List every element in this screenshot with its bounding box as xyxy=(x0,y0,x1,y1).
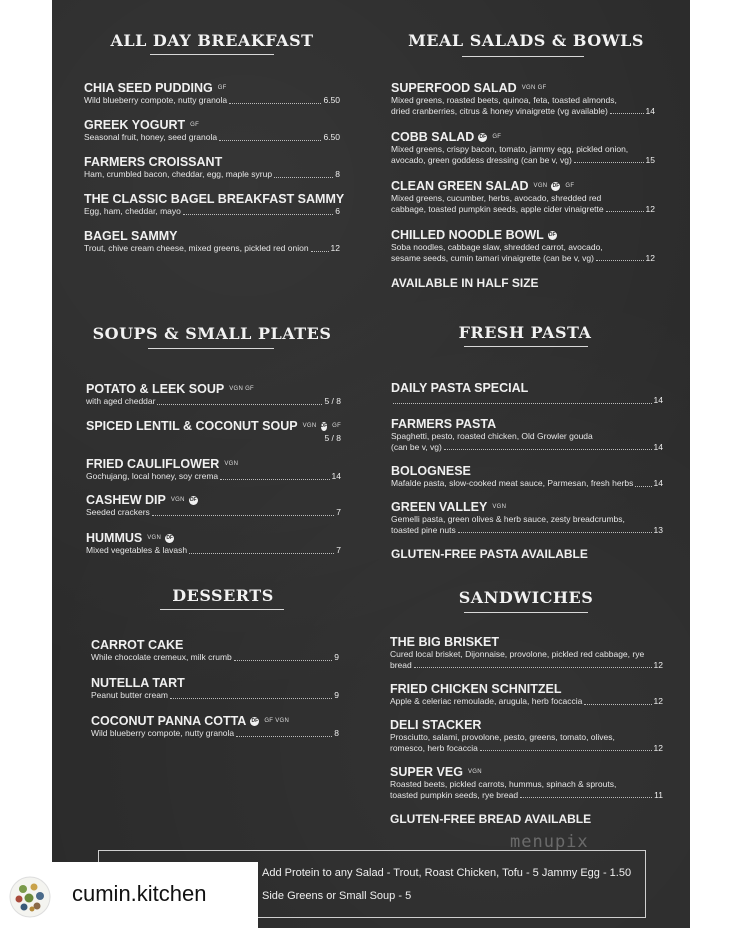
item-name: SPICED LENTIL & COCONUT SOUP xyxy=(86,419,298,433)
item-desc: with aged cheddar xyxy=(86,396,156,406)
menu-item xyxy=(391,500,663,535)
item-price: 12 xyxy=(653,696,663,706)
dairy-free-badge: DF xyxy=(548,231,556,238)
diet-tag: GF xyxy=(190,122,200,128)
item-price: 12 xyxy=(645,252,655,263)
item-desc: Spaghetti, pesto, roasted chicken, Old Growler gouda xyxy=(391,431,593,441)
item-desc: Roasted beets, pickled carrots, hummus, spinach & sprouts, xyxy=(390,779,617,789)
leader-spacer xyxy=(88,441,322,442)
item-desc: Seeded crackers xyxy=(86,507,150,517)
item-desc: While chocolate cremeux, milk crumb xyxy=(91,652,232,662)
item-desc: sesame seeds, cumin tamari vinaigrette (can be v, vg) xyxy=(391,252,594,263)
item-price: 5 / 8 xyxy=(324,396,341,406)
leader-dots xyxy=(220,478,329,480)
menu-item xyxy=(86,419,341,444)
item-name: NUTELLA TART xyxy=(91,676,185,690)
section-title-sandwiches: SANDWICHES xyxy=(458,588,594,607)
item-desc: cabbage, toasted pumpkin seeds, apple cider vinaigrette xyxy=(391,203,604,214)
menu-item xyxy=(391,228,655,263)
item-desc: bread xyxy=(390,659,412,670)
menu-item xyxy=(390,718,663,753)
item-price: 5 / 8 xyxy=(324,433,341,443)
item-name: THE CLASSIC BAGEL BREAKFAST SAMMY xyxy=(84,192,345,206)
diet-tag: GF xyxy=(332,423,342,429)
gluten-free-bread-note: GLUTEN-FREE BREAD AVAILABLE xyxy=(390,812,592,826)
section-title-pasta: FRESH PASTA xyxy=(458,323,592,342)
item-price: 13 xyxy=(653,524,663,535)
footer-protein-line: Add Protein to any Salad - Trout, Roast Chicken, Tofu - 5 Jammy Egg - 1.50 xyxy=(262,867,632,879)
menu-item xyxy=(391,381,663,406)
diet-tag: GF VGN xyxy=(264,718,290,724)
item-name: BAGEL SAMMY xyxy=(84,229,178,243)
item-desc: toasted pine nuts xyxy=(391,524,456,535)
item-price: 12 xyxy=(653,659,663,670)
dairy-free-badge: DF xyxy=(251,717,259,724)
item-price: 14 xyxy=(653,478,663,488)
menu-item xyxy=(84,155,340,180)
item-price: 6 xyxy=(335,206,340,216)
leader-dots xyxy=(596,259,644,261)
leader-dots xyxy=(574,161,644,163)
section-title-salads: MEAL SALADS & BOWLS xyxy=(408,31,644,50)
leader-dots xyxy=(170,697,332,699)
item-desc: Wild blueberry compote, nutty granola xyxy=(91,728,235,738)
diet-tag: GF xyxy=(217,85,227,91)
section-title-breakfast: ALL DAY BREAKFAST xyxy=(110,31,314,50)
item-name: CLEAN GREEN SALAD xyxy=(391,179,529,193)
item-desc: Trout, chive cream cheese, mixed greens, pickled red onion xyxy=(84,243,309,253)
leader-dots xyxy=(635,485,651,487)
brand-name: cumin.kitchen xyxy=(72,881,207,906)
menu-item xyxy=(91,638,339,663)
menu-item xyxy=(84,81,340,106)
title-underline xyxy=(148,348,274,349)
item-desc: (can be v, vg) xyxy=(391,441,442,452)
item-name: GREEN VALLEY xyxy=(391,500,488,514)
leader-dots xyxy=(189,552,334,554)
leader-dots xyxy=(234,659,333,661)
item-desc: Ham, crumbled bacon, cheddar, egg, maple syrup xyxy=(84,169,273,179)
item-price: 14 xyxy=(653,441,663,452)
item-name: FARMERS CROISSANT xyxy=(84,155,223,169)
title-underline xyxy=(464,346,588,347)
item-name: CHILLED NOODLE BOWL xyxy=(391,228,544,242)
item-name: POTATO & LEEK SOUP xyxy=(86,382,225,396)
diet-tag: VGN GF xyxy=(521,85,547,91)
item-price: 9 xyxy=(334,690,339,700)
item-name: CASHEW DIP xyxy=(86,493,166,507)
item-price: 12 xyxy=(653,742,663,753)
leader-dots xyxy=(414,666,652,668)
item-price: 12 xyxy=(645,203,655,214)
item-desc: dried cranberries, citrus & honey vinaigrette (vg available) xyxy=(391,105,608,116)
menu-item xyxy=(86,493,341,518)
item-desc: Egg, ham, cheddar, mayo xyxy=(84,206,181,216)
menu-item xyxy=(91,714,339,739)
item-desc: Mixed greens, cucumber, herbs, avocado, shredded red xyxy=(391,193,602,203)
title-underline xyxy=(150,54,274,55)
footer-side-line: Side Greens or Small Soup - 5 xyxy=(262,890,412,902)
leader-dots xyxy=(219,139,321,141)
gluten-free-pasta-note: GLUTEN-FREE PASTA AVAILABLE xyxy=(391,547,588,561)
item-price: 8 xyxy=(334,728,339,738)
item-desc: Peanut butter cream xyxy=(91,690,169,700)
menu-item xyxy=(391,130,655,165)
item-name: HUMMUS xyxy=(86,531,143,545)
item-desc: Gemelli pasta, green olives & herb sauce, zesty breadcrumbs, xyxy=(391,514,625,524)
item-name: COCONUT PANNA COTTA xyxy=(91,714,247,728)
menu-item xyxy=(390,765,663,800)
item-name: CHIA SEED PUDDING xyxy=(84,81,213,95)
title-underline xyxy=(160,609,284,610)
leader-dots xyxy=(183,213,333,215)
item-name: FARMERS PASTA xyxy=(391,417,497,431)
item-price: 12 xyxy=(330,243,340,253)
dairy-free-badge: DF xyxy=(189,496,197,503)
item-desc: Gochujang, local honey, soy crema xyxy=(86,471,219,481)
menu-item xyxy=(84,118,340,143)
item-desc: Seasonal fruit, honey, seed granola xyxy=(84,132,218,142)
item-name: DELI STACKER xyxy=(390,718,482,732)
item-desc: Prosciutto, salami, provolone, pesto, greens, tomato, olives, xyxy=(390,732,615,742)
item-desc: Cured local brisket, Dijonnaise, provolone, pickled red cabbage, rye xyxy=(390,649,645,659)
item-name: DAILY PASTA SPECIAL xyxy=(391,381,529,395)
menu-item xyxy=(391,464,663,489)
dairy-free-badge: DF xyxy=(552,182,560,189)
item-price: 7 xyxy=(336,545,341,555)
item-name: THE BIG BRISKET xyxy=(390,635,500,649)
item-name: CARROT CAKE xyxy=(91,638,184,652)
diet-tag: GF xyxy=(492,134,502,140)
leader-dots xyxy=(458,531,652,533)
leader-dots xyxy=(229,102,321,104)
item-desc: Mixed greens, crispy bacon, tomato, jammy egg, pickled onion, xyxy=(391,144,629,154)
menu-item xyxy=(390,682,663,707)
item-price: 6.50 xyxy=(323,132,340,142)
item-price: 6.50 xyxy=(323,95,340,105)
item-desc: Mixed greens, roasted beets, quinoa, feta, toasted almonds, xyxy=(391,95,617,105)
menu-item xyxy=(391,417,663,452)
menu-item xyxy=(84,229,340,254)
item-price: 15 xyxy=(645,154,655,165)
leader-dots xyxy=(610,112,644,114)
diet-tag: VGN GF xyxy=(229,386,255,392)
diet-tag: VGN xyxy=(467,769,482,775)
item-price: 14 xyxy=(653,395,663,405)
leader-dots xyxy=(152,514,334,516)
leader-dots xyxy=(311,250,329,252)
leader-dots xyxy=(157,403,322,405)
item-desc: avocado, green goddess dressing (can be v, vg) xyxy=(391,154,572,165)
section-title-soups: SOUPS & SMALL PLATES xyxy=(92,324,332,343)
menu-item xyxy=(86,457,341,482)
leader-dots xyxy=(584,703,651,705)
dairy-free-badge: DF xyxy=(479,133,487,140)
item-desc: Soba noodles, cabbage slaw, shredded carrot, avocado, xyxy=(391,242,603,252)
item-desc: romesco, herb focaccia xyxy=(390,742,478,753)
diet-tag: VGN xyxy=(170,497,185,503)
item-price: 14 xyxy=(645,105,655,116)
item-desc: toasted pumpkin seeds, rye bread xyxy=(390,789,519,800)
item-desc: Mafalde pasta, slow-cooked meat sauce, Parmesan, fresh herbs xyxy=(391,478,634,488)
item-price: 7 xyxy=(336,507,341,517)
menu-item xyxy=(84,192,345,217)
leader-dots xyxy=(606,210,644,212)
menu-item xyxy=(391,81,655,116)
leader-dots xyxy=(236,735,332,737)
item-name: FRIED CAULIFLOWER xyxy=(86,457,220,471)
half-size-note: AVAILABLE IN HALF SIZE xyxy=(391,276,539,290)
diet-tag: VGN xyxy=(533,183,548,189)
leader-dots xyxy=(274,176,333,178)
item-name: COBB SALAD xyxy=(391,130,475,144)
item-name: GREEK YOGURT xyxy=(84,118,186,132)
diet-tag: VGN xyxy=(492,504,507,510)
menu-item xyxy=(91,676,339,701)
dairy-free-badge: DF xyxy=(320,422,328,429)
item-desc: Mixed vegetables & lavash xyxy=(86,545,188,555)
item-name: SUPER VEG xyxy=(390,765,463,779)
title-underline xyxy=(464,612,588,613)
section-title-desserts: DESSERTS xyxy=(172,586,274,605)
item-price: 8 xyxy=(335,169,340,179)
leader-dots xyxy=(444,448,652,450)
brand-overlay xyxy=(0,862,258,928)
diet-tag: GF xyxy=(565,183,575,189)
dairy-free-badge: DF xyxy=(166,534,173,541)
item-price: 11 xyxy=(654,789,663,800)
menu-item xyxy=(391,179,655,214)
menupix-watermark: menupix xyxy=(510,832,589,852)
item-price: 14 xyxy=(331,471,341,481)
item-name: FRIED CHICKEN SCHNITZEL xyxy=(390,682,562,696)
diet-tag: VGN xyxy=(224,461,239,467)
menu-item xyxy=(390,635,663,670)
title-underline xyxy=(462,56,584,57)
item-name: SUPERFOOD SALAD xyxy=(391,81,517,95)
item-name: BOLOGNESE xyxy=(391,464,471,478)
leader-dots xyxy=(393,402,652,404)
leader-dots xyxy=(480,749,652,751)
menu-item xyxy=(86,531,341,556)
cumin-kitchen-logo-icon xyxy=(9,876,51,918)
item-desc: Wild blueberry compote, nutty granola xyxy=(84,95,228,105)
menu-item xyxy=(86,382,341,407)
diet-tag: VGN xyxy=(147,535,162,541)
item-price: 9 xyxy=(334,652,339,662)
diet-tag: VGN xyxy=(302,423,317,429)
leader-dots xyxy=(520,796,652,798)
item-desc: Apple & celeriac remoulade, arugula, herb focaccia xyxy=(390,696,583,706)
